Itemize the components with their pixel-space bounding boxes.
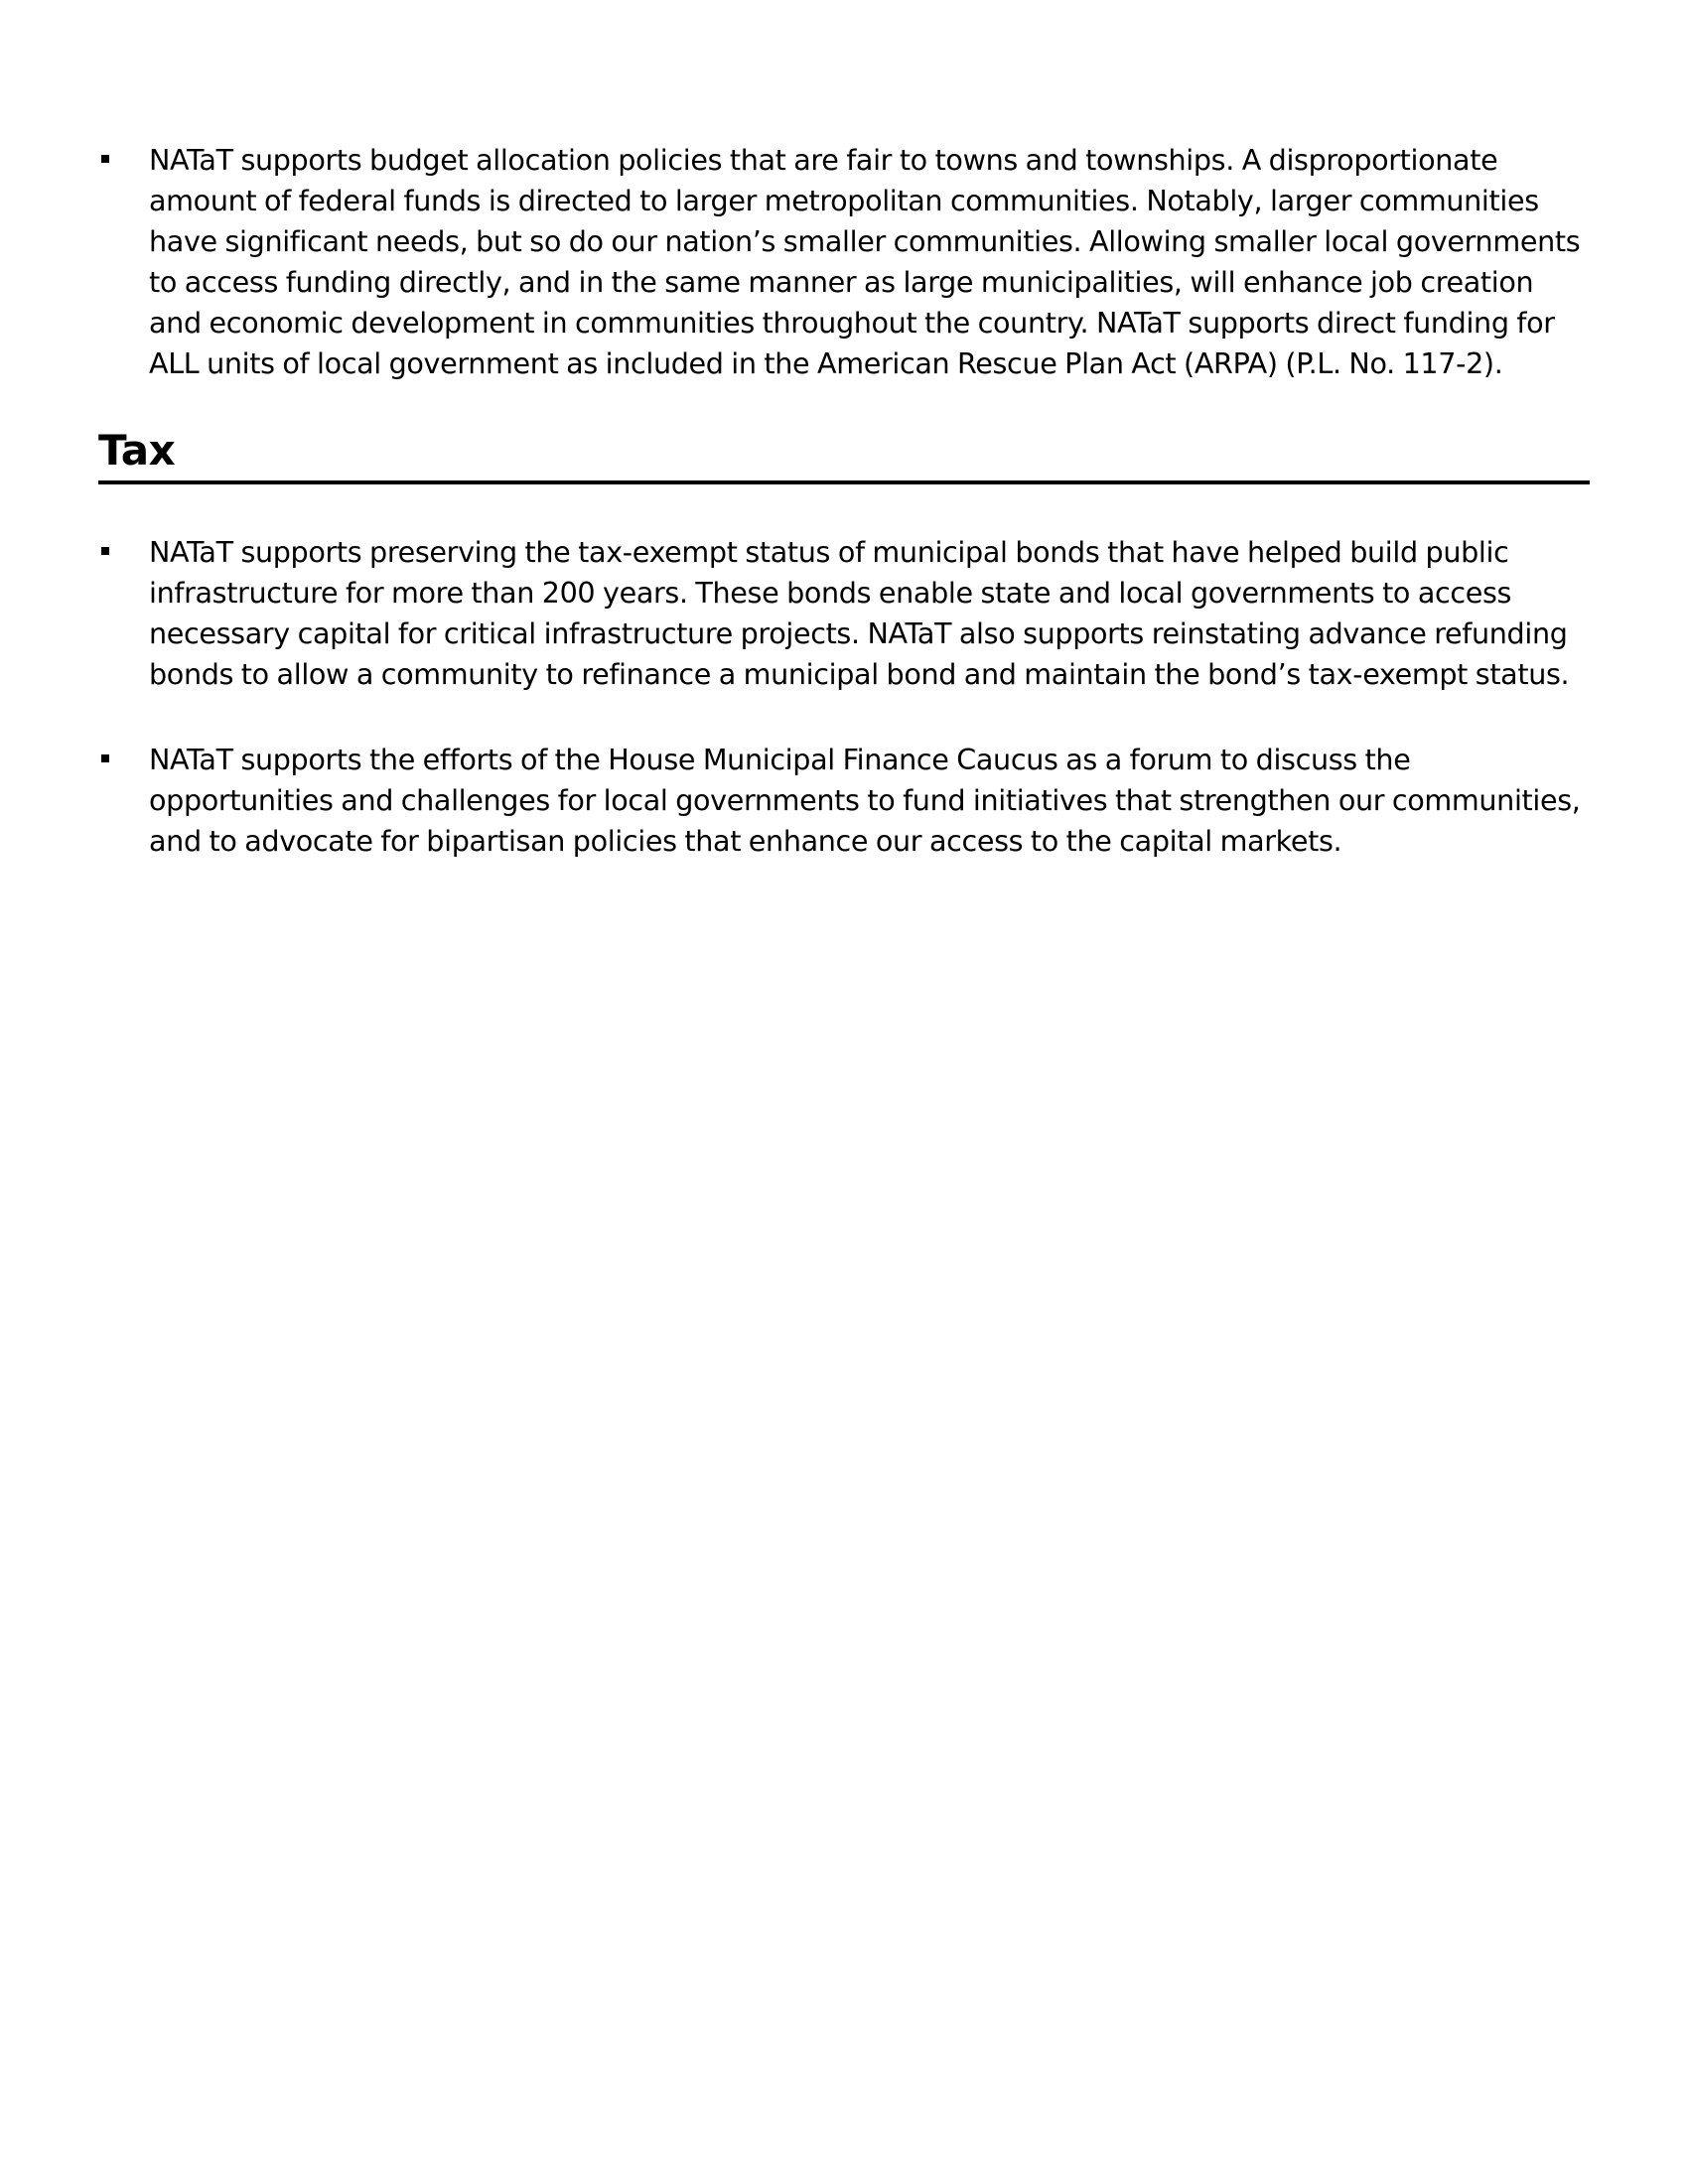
bullet-text: NATaT supports preserving the tax-exempt status of municipal bonds that have helped build public infrastructure for more than 200 years. These bonds enable state and local governments to access necessary capital for critical infrastructure projects. NATaT also supports reinstating advance refunding bonds to allow a community to refinance a municipal bond and maintain the bond’s tax-exempt status. <box>149 535 1570 691</box>
bullet-item-finance-caucus <box>99 740 1599 862</box>
bullet-text: NATaT supports the efforts of the House Municipal Finance Caucus as a forum to discuss the opportunities and challenges for local governments to fund initiatives that strengthen our communities, and to advocate for bipartisan policies that enhance our access to the capital markets. <box>149 743 1581 858</box>
square-bullet-icon <box>101 155 109 163</box>
section-title: Tax <box>98 426 176 475</box>
tax-bullet-list-2 <box>99 740 1599 862</box>
bullet-item-municipal-bonds <box>99 532 1589 695</box>
bullet-text: NATaT supports budget allocation policies that are fair to towns and townships. A disproportionate amount of federal funds is directed to larger metropolitan communities. Notably, larger communities have significant needs, but so do our nation’s smaller communities. Allowing smaller local governments to access funding directly, and in the same manner as large municipalities, will enhance job creation and economic development in communities throughout the country. NATaT supports direct funding for ALL units of local government as included in the American Rescue Plan Act (ARPA) (P.L. No. 117-2). <box>149 143 1581 380</box>
bullet-item-budget-allocation <box>99 140 1589 384</box>
budget-bullet-list <box>99 140 1589 384</box>
section-heading-tax <box>98 425 1590 484</box>
square-bullet-icon <box>101 547 109 555</box>
tax-bullet-list <box>99 532 1589 695</box>
square-bullet-icon <box>101 754 109 762</box>
